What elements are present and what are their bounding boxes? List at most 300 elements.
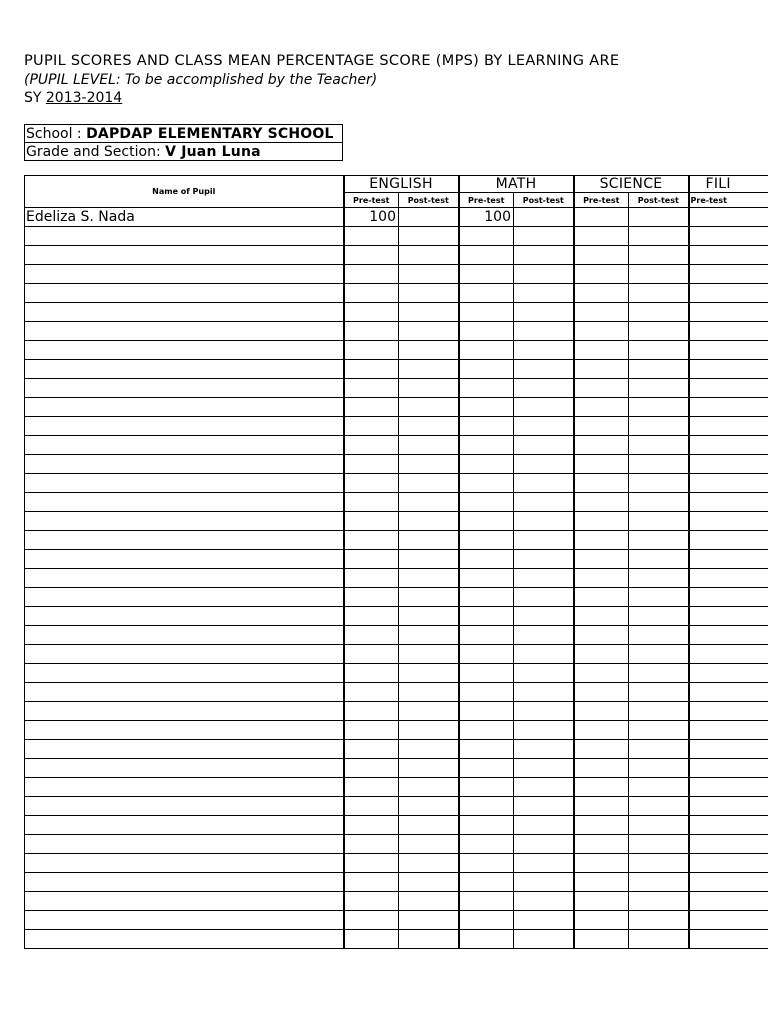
pupil-name-cell[interactable] bbox=[25, 664, 344, 683]
score-cell[interactable] bbox=[459, 911, 514, 930]
score-cell[interactable] bbox=[629, 911, 689, 930]
pupil-name-cell[interactable] bbox=[25, 455, 344, 474]
score-cell[interactable] bbox=[629, 702, 689, 721]
score-cell[interactable] bbox=[344, 607, 399, 626]
score-cell[interactable] bbox=[344, 797, 399, 816]
score-cell[interactable] bbox=[629, 246, 689, 265]
pupil-name-cell[interactable] bbox=[25, 759, 344, 778]
score-cell[interactable] bbox=[574, 892, 629, 911]
score-cell[interactable] bbox=[399, 626, 459, 645]
score-cell[interactable] bbox=[514, 759, 574, 778]
score-cell[interactable] bbox=[629, 683, 689, 702]
score-cell[interactable] bbox=[514, 341, 574, 360]
score-cell[interactable] bbox=[689, 512, 768, 531]
pupil-name-cell[interactable] bbox=[25, 246, 344, 265]
score-cell[interactable] bbox=[344, 417, 399, 436]
pupil-name-cell[interactable] bbox=[25, 550, 344, 569]
score-cell[interactable] bbox=[629, 778, 689, 797]
score-cell[interactable] bbox=[459, 702, 514, 721]
score-cell[interactable] bbox=[574, 569, 629, 588]
score-cell[interactable] bbox=[689, 892, 768, 911]
score-cell[interactable] bbox=[459, 398, 514, 417]
score-cell[interactable] bbox=[399, 512, 459, 531]
score-cell[interactable] bbox=[459, 740, 514, 759]
score-cell[interactable] bbox=[689, 531, 768, 550]
score-cell[interactable] bbox=[514, 208, 574, 227]
score-cell[interactable] bbox=[399, 436, 459, 455]
score-cell[interactable] bbox=[399, 303, 459, 322]
score-cell[interactable] bbox=[399, 341, 459, 360]
score-cell[interactable] bbox=[574, 379, 629, 398]
pupil-name-cell[interactable] bbox=[25, 474, 344, 493]
score-cell[interactable] bbox=[399, 892, 459, 911]
score-cell[interactable] bbox=[629, 436, 689, 455]
score-cell[interactable] bbox=[629, 303, 689, 322]
score-cell[interactable] bbox=[399, 816, 459, 835]
score-cell[interactable] bbox=[574, 208, 629, 227]
pupil-name-cell[interactable] bbox=[25, 531, 344, 550]
score-cell[interactable] bbox=[689, 854, 768, 873]
score-cell[interactable] bbox=[344, 911, 399, 930]
score-cell[interactable] bbox=[399, 531, 459, 550]
score-cell[interactable] bbox=[689, 702, 768, 721]
score-cell[interactable] bbox=[459, 531, 514, 550]
score-cell[interactable] bbox=[514, 398, 574, 417]
score-cell[interactable] bbox=[629, 835, 689, 854]
score-cell[interactable] bbox=[689, 683, 768, 702]
score-cell[interactable] bbox=[399, 664, 459, 683]
score-cell[interactable] bbox=[689, 550, 768, 569]
score-cell[interactable] bbox=[689, 835, 768, 854]
score-cell[interactable] bbox=[344, 531, 399, 550]
score-cell[interactable] bbox=[344, 664, 399, 683]
pupil-name-cell[interactable] bbox=[25, 626, 344, 645]
score-cell[interactable] bbox=[629, 645, 689, 664]
score-cell[interactable] bbox=[574, 683, 629, 702]
score-cell[interactable] bbox=[689, 607, 768, 626]
score-cell[interactable] bbox=[574, 398, 629, 417]
score-cell[interactable] bbox=[574, 911, 629, 930]
score-cell[interactable] bbox=[629, 740, 689, 759]
score-cell[interactable] bbox=[689, 379, 768, 398]
score-cell[interactable] bbox=[629, 208, 689, 227]
pupil-name-cell[interactable] bbox=[25, 873, 344, 892]
score-cell[interactable] bbox=[344, 455, 399, 474]
score-cell[interactable] bbox=[689, 341, 768, 360]
score-cell[interactable] bbox=[514, 284, 574, 303]
score-cell[interactable] bbox=[399, 379, 459, 398]
score-cell[interactable] bbox=[629, 379, 689, 398]
score-cell[interactable] bbox=[574, 854, 629, 873]
score-cell[interactable] bbox=[399, 208, 459, 227]
score-cell[interactable] bbox=[629, 797, 689, 816]
pupil-name-cell[interactable] bbox=[25, 398, 344, 417]
score-cell[interactable] bbox=[514, 531, 574, 550]
score-cell[interactable] bbox=[514, 227, 574, 246]
score-cell[interactable] bbox=[629, 759, 689, 778]
score-cell[interactable] bbox=[399, 493, 459, 512]
score-cell[interactable] bbox=[399, 702, 459, 721]
score-cell[interactable] bbox=[574, 702, 629, 721]
score-cell[interactable] bbox=[689, 493, 768, 512]
score-cell[interactable] bbox=[514, 550, 574, 569]
pupil-name-cell[interactable] bbox=[25, 265, 344, 284]
score-cell[interactable] bbox=[514, 702, 574, 721]
pupil-name-cell[interactable] bbox=[25, 721, 344, 740]
score-cell[interactable] bbox=[689, 474, 768, 493]
score-cell[interactable] bbox=[459, 835, 514, 854]
score-cell[interactable] bbox=[459, 930, 514, 949]
score-cell[interactable] bbox=[399, 645, 459, 664]
score-cell[interactable] bbox=[629, 398, 689, 417]
score-cell[interactable] bbox=[689, 930, 768, 949]
pupil-name-cell[interactable] bbox=[25, 607, 344, 626]
score-cell[interactable] bbox=[459, 854, 514, 873]
score-cell[interactable] bbox=[344, 873, 399, 892]
score-cell[interactable] bbox=[514, 360, 574, 379]
score-cell[interactable] bbox=[459, 322, 514, 341]
score-cell[interactable] bbox=[399, 854, 459, 873]
score-cell[interactable] bbox=[514, 493, 574, 512]
score-cell[interactable] bbox=[514, 246, 574, 265]
score-cell[interactable] bbox=[574, 360, 629, 379]
pupil-name-cell[interactable] bbox=[25, 930, 344, 949]
score-cell[interactable] bbox=[344, 778, 399, 797]
score-cell[interactable] bbox=[459, 493, 514, 512]
score-cell[interactable] bbox=[459, 683, 514, 702]
pupil-name-cell[interactable] bbox=[25, 797, 344, 816]
score-cell[interactable] bbox=[514, 626, 574, 645]
score-cell[interactable] bbox=[399, 930, 459, 949]
score-cell[interactable] bbox=[459, 759, 514, 778]
score-cell[interactable] bbox=[514, 740, 574, 759]
score-cell[interactable] bbox=[344, 322, 399, 341]
score-cell[interactable] bbox=[574, 550, 629, 569]
score-cell[interactable] bbox=[574, 265, 629, 284]
score-cell[interactable] bbox=[514, 892, 574, 911]
score-cell[interactable] bbox=[459, 455, 514, 474]
score-cell[interactable] bbox=[344, 303, 399, 322]
score-cell[interactable] bbox=[574, 930, 629, 949]
score-cell[interactable] bbox=[629, 569, 689, 588]
score-cell[interactable] bbox=[574, 417, 629, 436]
score-cell[interactable] bbox=[344, 284, 399, 303]
pupil-name-cell[interactable] bbox=[25, 854, 344, 873]
score-cell[interactable] bbox=[689, 455, 768, 474]
score-cell[interactable] bbox=[629, 930, 689, 949]
score-cell[interactable] bbox=[459, 816, 514, 835]
school-cell[interactable] bbox=[25, 125, 343, 143]
score-cell[interactable] bbox=[514, 873, 574, 892]
score-cell[interactable] bbox=[399, 911, 459, 930]
score-cell[interactable] bbox=[689, 588, 768, 607]
score-cell[interactable] bbox=[459, 664, 514, 683]
score-cell[interactable] bbox=[344, 512, 399, 531]
pupil-name-cell[interactable] bbox=[25, 569, 344, 588]
score-cell[interactable] bbox=[459, 474, 514, 493]
score-cell[interactable] bbox=[514, 645, 574, 664]
score-cell[interactable] bbox=[574, 341, 629, 360]
score-cell[interactable] bbox=[514, 265, 574, 284]
pupil-name-cell[interactable] bbox=[25, 512, 344, 531]
score-cell[interactable] bbox=[629, 265, 689, 284]
score-cell[interactable] bbox=[689, 398, 768, 417]
score-cell[interactable] bbox=[689, 797, 768, 816]
score-cell[interactable] bbox=[514, 778, 574, 797]
score-cell[interactable] bbox=[689, 911, 768, 930]
score-cell[interactable] bbox=[574, 322, 629, 341]
score-cell[interactable] bbox=[399, 759, 459, 778]
pupil-name-cell[interactable] bbox=[25, 379, 344, 398]
score-cell[interactable] bbox=[344, 227, 399, 246]
score-cell[interactable] bbox=[344, 683, 399, 702]
score-cell[interactable] bbox=[459, 341, 514, 360]
score-cell[interactable] bbox=[689, 322, 768, 341]
score-cell[interactable]: 100 bbox=[344, 208, 399, 227]
score-cell[interactable] bbox=[399, 721, 459, 740]
score-cell[interactable] bbox=[689, 778, 768, 797]
pupil-name-cell[interactable] bbox=[25, 816, 344, 835]
score-cell[interactable] bbox=[629, 227, 689, 246]
score-cell[interactable] bbox=[459, 436, 514, 455]
score-cell[interactable] bbox=[459, 227, 514, 246]
score-cell[interactable] bbox=[514, 322, 574, 341]
score-cell[interactable] bbox=[629, 721, 689, 740]
pupil-name-cell[interactable] bbox=[25, 683, 344, 702]
score-cell[interactable] bbox=[514, 911, 574, 930]
score-cell[interactable] bbox=[574, 664, 629, 683]
score-cell[interactable] bbox=[689, 759, 768, 778]
pupil-name-cell[interactable] bbox=[25, 303, 344, 322]
pupil-name-cell[interactable] bbox=[25, 740, 344, 759]
score-cell[interactable] bbox=[629, 417, 689, 436]
score-cell[interactable] bbox=[399, 835, 459, 854]
score-cell[interactable] bbox=[514, 835, 574, 854]
score-cell[interactable] bbox=[629, 493, 689, 512]
score-cell[interactable] bbox=[459, 303, 514, 322]
score-cell[interactable] bbox=[459, 626, 514, 645]
pupil-name-cell[interactable] bbox=[25, 588, 344, 607]
score-cell[interactable] bbox=[344, 588, 399, 607]
score-cell[interactable] bbox=[689, 816, 768, 835]
score-cell[interactable] bbox=[399, 474, 459, 493]
score-cell[interactable] bbox=[399, 683, 459, 702]
pupil-name-cell[interactable] bbox=[25, 360, 344, 379]
score-cell[interactable]: 100 bbox=[459, 208, 514, 227]
score-cell[interactable] bbox=[344, 892, 399, 911]
pupil-name-cell[interactable] bbox=[25, 892, 344, 911]
score-cell[interactable] bbox=[629, 512, 689, 531]
score-cell[interactable] bbox=[689, 436, 768, 455]
score-cell[interactable] bbox=[459, 588, 514, 607]
pupil-name-cell[interactable]: Edeliza S. Nada bbox=[25, 208, 344, 227]
score-cell[interactable] bbox=[514, 607, 574, 626]
score-cell[interactable] bbox=[399, 227, 459, 246]
score-cell[interactable] bbox=[574, 588, 629, 607]
score-cell[interactable] bbox=[574, 512, 629, 531]
score-cell[interactable] bbox=[459, 246, 514, 265]
score-cell[interactable] bbox=[344, 379, 399, 398]
score-cell[interactable] bbox=[574, 740, 629, 759]
pupil-name-cell[interactable] bbox=[25, 778, 344, 797]
score-cell[interactable] bbox=[344, 854, 399, 873]
score-cell[interactable] bbox=[574, 227, 629, 246]
score-cell[interactable] bbox=[459, 645, 514, 664]
score-cell[interactable] bbox=[399, 778, 459, 797]
score-cell[interactable] bbox=[629, 816, 689, 835]
score-cell[interactable] bbox=[399, 265, 459, 284]
score-cell[interactable] bbox=[574, 455, 629, 474]
score-cell[interactable] bbox=[689, 303, 768, 322]
score-cell[interactable] bbox=[514, 683, 574, 702]
score-cell[interactable] bbox=[514, 816, 574, 835]
score-cell[interactable] bbox=[344, 493, 399, 512]
score-cell[interactable] bbox=[629, 873, 689, 892]
score-cell[interactable] bbox=[689, 664, 768, 683]
score-cell[interactable] bbox=[344, 569, 399, 588]
score-cell[interactable] bbox=[574, 493, 629, 512]
score-cell[interactable] bbox=[629, 284, 689, 303]
score-cell[interactable] bbox=[629, 341, 689, 360]
pupil-name-cell[interactable] bbox=[25, 436, 344, 455]
score-cell[interactable] bbox=[629, 474, 689, 493]
score-cell[interactable] bbox=[689, 284, 768, 303]
score-cell[interactable] bbox=[629, 455, 689, 474]
score-cell[interactable] bbox=[344, 702, 399, 721]
score-cell[interactable] bbox=[399, 417, 459, 436]
score-cell[interactable] bbox=[514, 417, 574, 436]
score-cell[interactable] bbox=[574, 816, 629, 835]
score-cell[interactable] bbox=[459, 607, 514, 626]
score-cell[interactable] bbox=[344, 474, 399, 493]
score-cell[interactable] bbox=[344, 398, 399, 417]
score-cell[interactable] bbox=[629, 531, 689, 550]
pupil-name-cell[interactable] bbox=[25, 227, 344, 246]
score-cell[interactable] bbox=[689, 721, 768, 740]
score-cell[interactable] bbox=[689, 569, 768, 588]
score-cell[interactable] bbox=[629, 360, 689, 379]
score-cell[interactable] bbox=[629, 892, 689, 911]
score-cell[interactable] bbox=[459, 797, 514, 816]
score-cell[interactable] bbox=[574, 607, 629, 626]
score-cell[interactable] bbox=[574, 626, 629, 645]
score-cell[interactable] bbox=[574, 721, 629, 740]
score-cell[interactable] bbox=[459, 265, 514, 284]
score-cell[interactable] bbox=[514, 569, 574, 588]
pupil-name-cell[interactable] bbox=[25, 835, 344, 854]
score-cell[interactable] bbox=[459, 360, 514, 379]
score-cell[interactable] bbox=[629, 322, 689, 341]
score-cell[interactable] bbox=[399, 588, 459, 607]
score-cell[interactable] bbox=[629, 664, 689, 683]
score-cell[interactable] bbox=[344, 930, 399, 949]
score-cell[interactable] bbox=[629, 607, 689, 626]
score-cell[interactable] bbox=[344, 645, 399, 664]
score-cell[interactable] bbox=[629, 626, 689, 645]
score-cell[interactable] bbox=[574, 303, 629, 322]
pupil-name-cell[interactable] bbox=[25, 341, 344, 360]
score-cell[interactable] bbox=[459, 379, 514, 398]
score-cell[interactable] bbox=[399, 360, 459, 379]
score-cell[interactable] bbox=[689, 645, 768, 664]
pupil-name-cell[interactable] bbox=[25, 417, 344, 436]
score-cell[interactable] bbox=[629, 588, 689, 607]
score-cell[interactable] bbox=[574, 645, 629, 664]
score-cell[interactable] bbox=[629, 550, 689, 569]
score-cell[interactable] bbox=[689, 265, 768, 284]
score-cell[interactable] bbox=[514, 474, 574, 493]
score-cell[interactable] bbox=[344, 740, 399, 759]
score-cell[interactable] bbox=[399, 550, 459, 569]
score-cell[interactable] bbox=[514, 379, 574, 398]
score-cell[interactable] bbox=[344, 626, 399, 645]
score-cell[interactable] bbox=[344, 436, 399, 455]
score-cell[interactable] bbox=[514, 797, 574, 816]
score-cell[interactable] bbox=[689, 626, 768, 645]
score-cell[interactable] bbox=[689, 246, 768, 265]
score-cell[interactable] bbox=[459, 778, 514, 797]
score-cell[interactable] bbox=[344, 246, 399, 265]
score-cell[interactable] bbox=[514, 512, 574, 531]
score-cell[interactable] bbox=[574, 873, 629, 892]
score-cell[interactable] bbox=[514, 854, 574, 873]
score-cell[interactable] bbox=[574, 835, 629, 854]
score-cell[interactable] bbox=[514, 664, 574, 683]
pupil-name-cell[interactable] bbox=[25, 493, 344, 512]
score-cell[interactable] bbox=[344, 550, 399, 569]
score-cell[interactable] bbox=[574, 531, 629, 550]
score-cell[interactable] bbox=[689, 873, 768, 892]
score-cell[interactable] bbox=[459, 569, 514, 588]
score-cell[interactable] bbox=[399, 873, 459, 892]
score-cell[interactable] bbox=[689, 417, 768, 436]
score-cell[interactable] bbox=[459, 284, 514, 303]
score-cell[interactable] bbox=[344, 360, 399, 379]
pupil-name-cell[interactable] bbox=[25, 702, 344, 721]
score-cell[interactable] bbox=[514, 930, 574, 949]
score-cell[interactable] bbox=[399, 797, 459, 816]
score-cell[interactable] bbox=[574, 778, 629, 797]
score-cell[interactable] bbox=[399, 284, 459, 303]
score-cell[interactable] bbox=[459, 873, 514, 892]
score-cell[interactable] bbox=[399, 246, 459, 265]
pupil-name-cell[interactable] bbox=[25, 322, 344, 341]
score-cell[interactable] bbox=[344, 835, 399, 854]
pupil-name-cell[interactable] bbox=[25, 284, 344, 303]
score-cell[interactable] bbox=[629, 854, 689, 873]
score-cell[interactable] bbox=[399, 322, 459, 341]
score-cell[interactable] bbox=[399, 740, 459, 759]
score-cell[interactable] bbox=[399, 607, 459, 626]
score-cell[interactable] bbox=[574, 797, 629, 816]
score-cell[interactable] bbox=[689, 360, 768, 379]
score-cell[interactable] bbox=[514, 436, 574, 455]
score-cell[interactable] bbox=[574, 284, 629, 303]
grade-section-cell[interactable] bbox=[25, 143, 343, 161]
score-cell[interactable] bbox=[574, 759, 629, 778]
score-cell[interactable] bbox=[459, 721, 514, 740]
score-cell[interactable] bbox=[689, 208, 768, 227]
score-cell[interactable] bbox=[514, 588, 574, 607]
score-cell[interactable] bbox=[459, 417, 514, 436]
score-cell[interactable] bbox=[574, 246, 629, 265]
score-cell[interactable] bbox=[344, 341, 399, 360]
score-cell[interactable] bbox=[574, 436, 629, 455]
score-cell[interactable] bbox=[514, 721, 574, 740]
score-cell[interactable] bbox=[344, 759, 399, 778]
score-cell[interactable] bbox=[399, 398, 459, 417]
score-cell[interactable] bbox=[514, 303, 574, 322]
